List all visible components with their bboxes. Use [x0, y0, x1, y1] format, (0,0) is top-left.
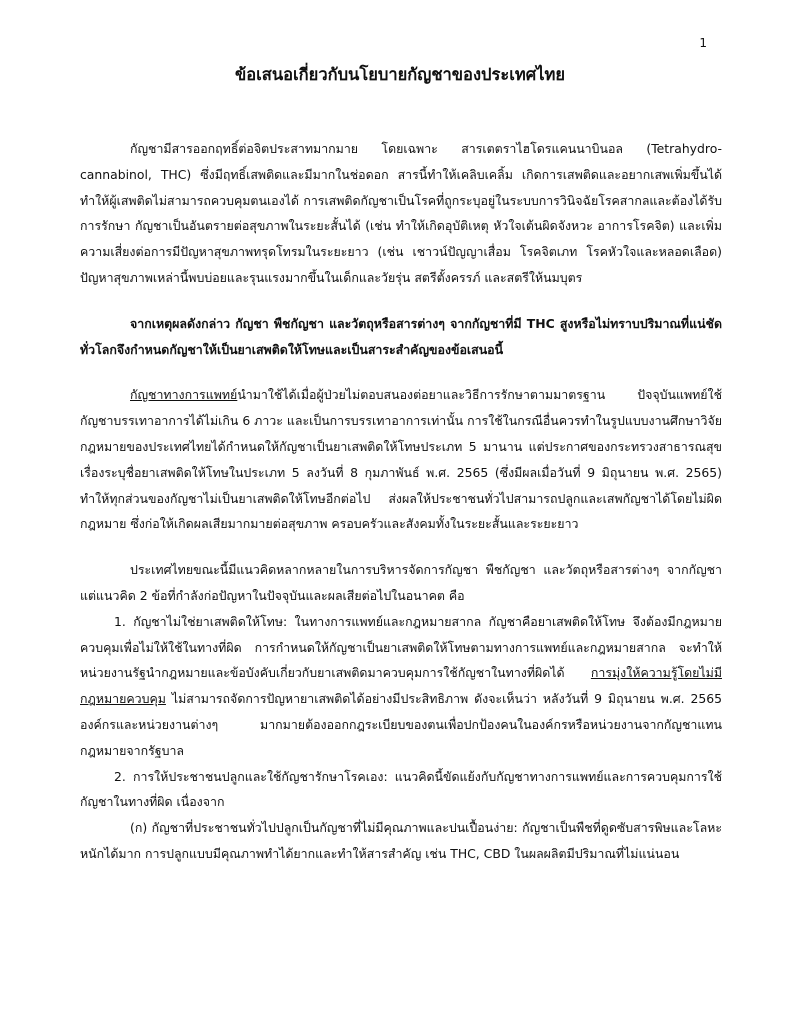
paragraph-concepts: ประเทศไทยขณะนี้มีแนวคิดหลากหลายในการบริหารจัดการกัญชา พืชกัญชา และวัตถุหรือสารต่างๆ จากกัญชา แต่แนวคิด 2 ข้อที่กำลังก่อปัญหาในปัจจุบันและผลเสียต่อไปในอนาคต คือ	[80, 562, 722, 603]
list-item-text: 1. กัญชาไม่ใช่ยาเสพติดให้โทษ: ในทางการแพทย์และกฎหมายสากล กัญชาคือยาเสพติดให้โทษ จึงต้องมีกฎหมายควบคุมเพื่อไม่ให้ใช้ในทางที่ผิด การกำหนดให้กัญชาเป็นยาเสพติดให้โทษตามทางการแพทย์และกฎหมายสากล จะทำให้หน่วยงานรัฐนำกฎหมายและข้อบังคับเกี่ยวกับยาเสพติดมาควบคุมการใช้กัญชาในทางที่ผิดได้	[80, 613, 722, 681]
paragraph-intro: กัญชามีสารออกฤทธิ์ต่อจิตประสาทมากมาย โดยเฉพาะ สารเตตราไฮโดรแคนนาบินอล (Tetrahydro-cannabinol, THC) ซึ่งมีฤทธิ์เสพติดและมีมากในช่อดอก สารนี้ทำให้เคลิบเคลิ้ม เกิดการเสพติดและอยากเสพเพิ่มขึ้นได้ ทำให้ผู้เสพติดไม่สามารถควบคุมตนเองได้ การเสพติดกัญชาเป็นโรคที่ถูกระบุอยู่ในระบบการวินิจฉัยโรคสากลและต้องได้รับการรักษา กัญชาเป็นอันตรายต่อสุขภาพในระยะสั้นได้ (เช่น ทำให้เกิดอุบัติเหตุ หัวใจเต้นผิดจังหวะ อาการโรคจิต) และเพิ่มความเสี่ยงต่อการมีปัญหาสุขภาพทรุดโทรมในระยะยาว (เช่น เชาวน์ปัญญาเสื่อม โรคจิตเภท โรคหัวใจและหลอดเลือด) ปัญหาสุขภาพเหล่านี้พบบ่อยและรุนแรงมากขึ้นในเด็กและวัยรุ่น สตรีตั้งครรภ์ และสตรีให้นมบุตร	[80, 141, 722, 285]
paragraph-summary: จากเหตุผลดังกล่าว กัญชา พืชกัญชา และวัตถุหรือสารต่างๆ จากกัญชาที่มี THC สูงหรือไม่ทราบปริมาณที่แน่ชัด ทั่วโลกจึงกำหนดกัญชาให้เป็นยาเสพติดให้โทษและเป็นสาระสำคัญของข้อเสนอนี้	[80, 315, 722, 357]
underlined-term: กัญชาทางการแพทย์	[130, 387, 238, 403]
page-title: ข้อเสนอเกี่ยวกับนโยบายกัญชาของประเทศไทย	[234, 65, 566, 84]
paragraph-medical-cannabis	[80, 382, 722, 537]
paragraph-text: นำมาใช้ได้เมื่อผู้ป่วยไม่ตอบสนองต่อยาและวิธีการรักษาตามมาตรฐาน ปัจจุบันแพทย์ใช้กัญชาบรรเทาอาการได้ไม่เกิน 6 ภาวะ และเป็นการบรรเทาอาการเท่านั้น การใช้ในกรณีอื่นควรทำในรูปแบบงานศึกษาวิจัย กฎหมายของประเทศไทยได้กำหนดให้กัญชาเป็นยาเสพติดให้โทษประเภท 5 มานาน แต่ประกาศของกระทรวงสาธารณสุข เรื่องระบุชื่อยาเสพติดให้โทษในประเภท 5 ลงวันที่ 8 กุมภาพันธ์ พ.ศ. 2565 (ซึ่งมีผลเมื่อวันที่ 9 มิถุนายน พ.ศ. 2565) ทำให้ทุกส่วนของกัญชาไม่เป็นยาเสพติดให้โทษอีกต่อไป ส่งผลให้ประชาชนทั่วไปสามารถปลูกและเสพกัญชาได้โดยไม่ผิดกฎหมาย ซึ่งก่อให้เกิดผลเสียมากมายต่อสุขภาพ ครอบครัวและสังคมทั้งในระยะสั้นและระยะยาว	[80, 387, 722, 532]
page-number: 1	[699, 36, 707, 50]
sub-item-a: (ก) กัญชาที่ประชาชนทั่วไปปลูกเป็นกัญชาที่ไม่มีคุณภาพและปนเปื้อนง่าย: กัญชาเป็นพืชที่ดูดซับสารพิษและโลหะหนักได้มาก การปลูกแบบมีคุณภาพทำได้ยากและทำให้สารสำคัญ เช่น THC, CBD ในผลผลิตมีปริมาณที่ไม่แน่นอน	[80, 820, 722, 861]
list-item-1	[80, 609, 722, 764]
underlined-phrase: การมุ่งให้ความรู้โดยไม่มีกฎหมายควบคุม	[80, 665, 722, 707]
list-item-2: 2. การให้ประชาชนปลูกและใช้กัญชารักษาโรคเอง: แนวคิดนี้ขัดแย้งกับกัญชาทางการแพทย์และการควบคุมการใช้กัญชาในทางที่ผิด เนื่องจาก	[80, 768, 722, 810]
document-body	[80, 136, 722, 867]
list-item-text-cont: ไม่สามารถจัดการปัญหายาเสพติดได้อย่างมีประสิทธิภาพ ดังจะเห็นว่า หลังวันที่ 9 มิถุนายน พ.ศ. 2565 องค์กรและหน่วยงานต่างๆ มากมายต้องออกกฎระเบียบของตนเพื่อปกป้องคนในองค์กรหรือหน่วยงานจากกัญชาแทนกฎหมายจากรัฐบาล	[80, 691, 722, 758]
